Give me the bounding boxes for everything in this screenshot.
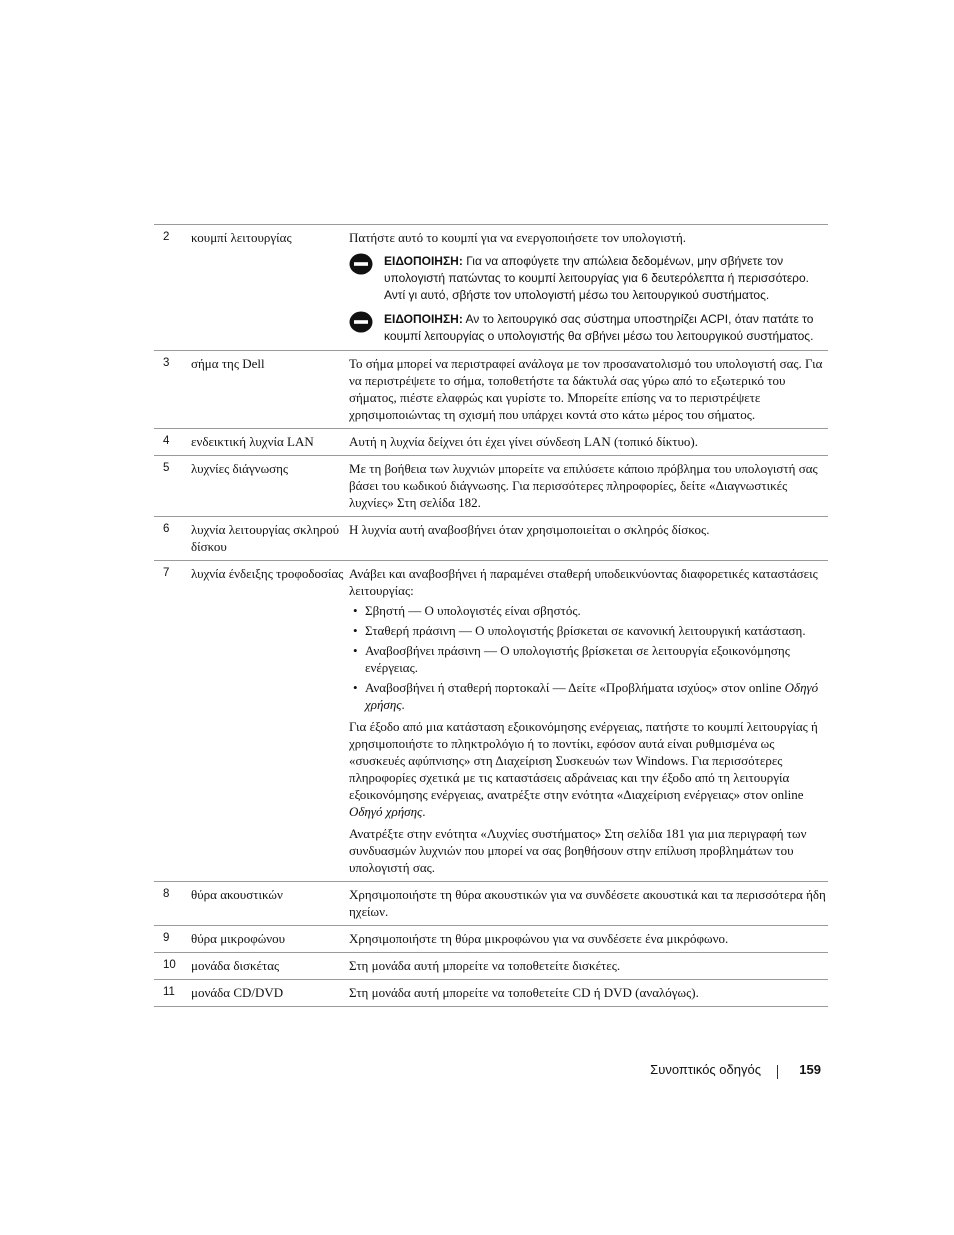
notice-label: ΕΙΔΟΠΟΙΗΣΗ:: [384, 312, 463, 326]
item-name: κουμπί λειτουργίας: [191, 230, 292, 245]
item-number: 11: [163, 986, 175, 998]
list-item: • Αναβοσβήνει ή σταθερή πορτοκαλί — Δείτε «Προβλήματα ισχύος» στον online Οδηγό χρήσης.: [349, 679, 828, 713]
table-row: [154, 561, 828, 882]
footer-separator: [777, 1065, 778, 1079]
item-name: λυχνία ένδειξης τροφοδοσίας: [191, 566, 344, 581]
item-number: 7: [163, 567, 170, 579]
item-name: σήμα της Dell: [191, 356, 265, 371]
item-number: 3: [163, 357, 170, 369]
table-row: [154, 882, 828, 926]
table-row: [154, 225, 828, 351]
item-name: λυχνίες διάγνωσης: [191, 461, 289, 476]
power-states-list: [349, 602, 828, 713]
description-text: Αυτή η λυχνία δείχνει ότι έχει γίνει σύνδεση LAN (τοπικό δίκτυο).: [349, 434, 699, 449]
item-number: 4: [163, 435, 170, 447]
notice-text: Για να αποφύγετε την απώλεια δεδομένων, μην σβήνετε τον υπολογιστή πατώντας το κουμπί λειτουργίας για 6 δευτερόλεπτα ή περισσότερο. Αντί γι αυτό, σβήστε τον υπολογιστή μέσω του λειτουργικού συστήματος.: [384, 254, 810, 302]
item-description: [349, 882, 828, 925]
component-table: [154, 224, 828, 1007]
notice-label: ΕΙΔΟΠΟΙΗΣΗ:: [384, 254, 463, 268]
item-name: θύρα μικροφώνου: [191, 931, 286, 946]
table-row: [154, 980, 828, 1007]
table-row: [154, 953, 828, 980]
item-number: 8: [163, 888, 170, 900]
item-description: [349, 926, 828, 952]
footer-title: Συνοπτικός οδηγός: [650, 1062, 761, 1077]
item-description: [349, 225, 828, 350]
description-text: Πατήστε αυτό το κουμπί για να ενεργοποιήσετε τον υπολογιστή.: [349, 230, 687, 245]
description-text: Το σήμα μπορεί να περιστραφεί ανάλογα με τον προσανατολισμό του υπολογιστή σας. Για να περιστρέψετε το σήμα, τοποθετήστε τα δάκτυλά σας γύρω από το εξωτερικό του σήματος, πιέστε ελαφρώς και γυρίστε το. Μπορείτε επίσης να το περιστρέψετε χρησιμοποιώντας τη σχισμή που υπάρχει κοντά στο κάτω μέρος του σήματος.: [349, 356, 823, 422]
page-number: 159: [799, 1062, 821, 1077]
table-row: [154, 456, 828, 517]
item-name: μονάδα CD/DVD: [191, 985, 284, 1000]
table-row: [154, 517, 828, 561]
item-number: 10: [163, 959, 176, 971]
description-text: Στη μονάδα αυτή μπορείτε να τοποθετείτε δισκέτες.: [349, 958, 621, 973]
table-row: [154, 926, 828, 953]
notice-icon: [349, 253, 373, 275]
item-name: ενδεικτική λυχνία LAN: [191, 434, 314, 449]
list-item: • Σταθερή πράσινη — Ο υπολογιστής βρίσκεται σε κανονική λειτουργική κατάσταση.: [349, 622, 828, 639]
item-description: [349, 517, 828, 560]
item-description: [349, 980, 828, 1006]
description-paragraph: Ανατρέξτε στην ενότητα «Λυχνίες συστήματος» Στη σελίδα 181 για μια περιγραφή των συνδυασμών λυχνιών που μπορεί να σας βοηθήσουν στην επίλυση προβλημάτων του υπολογιστή σας.: [349, 826, 807, 875]
list-item: • Αναβοσβήνει πράσινη — Ο υπολογιστής βρίσκεται σε λειτουργία εξοικονόμησης ενέργειας.: [349, 642, 828, 676]
list-item: • Σβηστή — Ο υπολογιστές είναι σβηστός.: [349, 602, 828, 619]
table-row: [154, 429, 828, 456]
item-number: 6: [163, 523, 170, 535]
item-number: 9: [163, 932, 170, 944]
notice: [349, 253, 828, 304]
table-row: [154, 351, 828, 429]
page-footer: [620, 1062, 830, 1082]
notice-icon: [349, 311, 373, 333]
description-text: Η λυχνία αυτή αναβοσβήνει όταν χρησιμοποιείται ο σκληρός δίσκος.: [349, 522, 710, 537]
item-description: [349, 561, 828, 881]
description-text: Στη μονάδα αυτή μπορείτε να τοποθετείτε CD ή DVD (αναλόγως).: [349, 985, 699, 1000]
item-number: 2: [163, 231, 170, 243]
description-text: Χρησιμοποιήστε τη θύρα ακουστικών για να συνδέσετε ακουστικά και τα περισσότερα ήδη ηχείων.: [349, 887, 826, 919]
description-text: Με τη βοήθεια των λυχνιών μπορείτε να επιλύσετε κάποιο πρόβλημα του υπολογιστή σας βάσει του κωδικού διάγνωσης. Για περισσότερες πληροφορίες, δείτε «Διαγνωστικές λυχνίες» Στη σελίδα 182.: [349, 461, 818, 510]
description-text: Χρησιμοποιήστε τη θύρα μικροφώνου για να συνδέσετε ένα μικρόφωνο.: [349, 931, 729, 946]
notice: [349, 311, 828, 345]
description-paragraph: Για έξοδο από μια κατάσταση εξοικονόμησης ενέργειας, πατήστε το κουμπί λειτουργίας ή χρησιμοποιήστε το πληκτρολόγιο ή το ποντίκι, εφόσον αυτά είναι ρυθμισμένα ως «συσκευές αφύπνισης» στη Διαχείριση Συσκευών των Windows. Για περισσότερες πληροφορίες σχετικά με τις καταστάσεις αδράνειας και την έξοδο από τη λειτουργία εξοικονόμησης ενέργειας, ανατρέξτε στην ενότητα «Διαχείριση ενέργειας» στον online Οδηγό χρήσης.: [349, 719, 818, 819]
item-number: 5: [163, 462, 170, 474]
item-name: μονάδα δισκέτας: [191, 958, 280, 973]
description-text: Ανάβει και αναβοσβήνει ή παραμένει σταθερή υποδεικνύοντας διαφορετικές καταστάσεις λειτουργίας:: [349, 566, 818, 598]
item-description: [349, 351, 828, 428]
item-description: [349, 429, 828, 455]
item-name: θύρα ακουστικών: [191, 887, 283, 902]
notice-text: Αν το λειτουργικό σας σύστημα υποστηρίζει ACPI, όταν πατάτε το κουμπί λειτουργίας ο υπολογιστής θα σβήνει μέσω του λειτουργικού συστήματος.: [384, 312, 814, 343]
item-name: λυχνία λειτουργίας σκληρού δίσκου: [191, 522, 340, 554]
item-description: [349, 456, 828, 516]
item-description: [349, 953, 828, 979]
